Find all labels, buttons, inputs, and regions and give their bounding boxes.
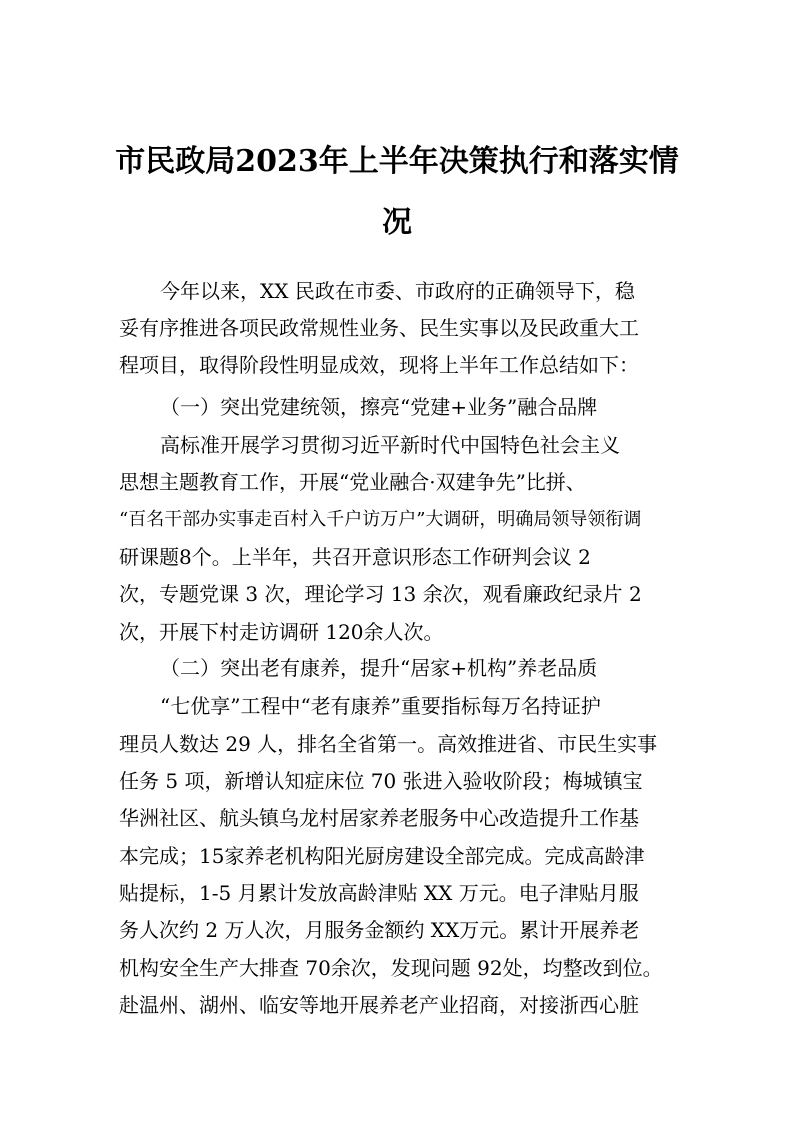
paragraph-line: 思想主题教育工作，开展“党业融合·双建争先”比拼、: [119, 470, 586, 494]
paragraph-line: 赴温州、湖州、临安等地开展养老产业招商，对接浙西心脏: [119, 993, 639, 1017]
paragraph-line: “百名干部办实事走百村入千户访万户”大调研，明确局领导领衔调: [119, 509, 642, 530]
paragraph-line: 务人次约 2 万人次，月服务金额约 XX万元。累计开展养老: [119, 918, 640, 942]
paragraph-line: 机构安全生产大排查 70余次，发现问题 92处，均整改到位。: [119, 956, 663, 980]
paragraph-line: 妥有序推进各项民政常规性业务、民生实事以及民政重大工: [119, 316, 639, 340]
section-heading-2: （二）突出老有康养，提升“居家+机构”养老品质: [160, 656, 598, 680]
paragraph-line: 次，开展下村走访调研 120余人次。: [119, 620, 444, 644]
paragraph-line: “七优享”工程中“老有康养”重要指标每万名持证护: [160, 694, 601, 718]
paragraph-line: 高标准开展学习贯彻习近平新时代中国特色社会主义: [160, 433, 620, 457]
document-title-line-2: 况: [382, 205, 412, 240]
paragraph-line: 华洲社区、航头镇乌龙村居家养老服务中心改造提升工作基: [119, 806, 639, 830]
paragraph-line: 贴提标，1-5 月累计发放高龄津贴 XX 万元。电子津贴月服: [119, 881, 639, 905]
section-heading-1: （一）突出党建统领，擦亮“党建+业务”融合品牌: [160, 395, 598, 419]
paragraph-line: 今年以来，XX 民政在市委、市政府的正确领导下，稳: [160, 279, 635, 303]
paragraph-line: 次，专题党课 3 次，理论学习 13 余次，观看廉政纪录片 2: [119, 582, 642, 606]
paragraph-line: 程项目，取得阶段性明显成效，现将上半年工作总结如下：: [119, 353, 639, 377]
paragraph-line: 研课题8个。上半年，共召开意识形态工作研判会议 2: [119, 545, 591, 569]
paragraph-line: 理员人数达 29 人，排名全省第一。高效推进省、市民生实事: [119, 732, 658, 756]
paragraph-line: 本完成；15家养老机构阳光厨房建设全部完成。完成高龄津: [119, 844, 645, 868]
document-title-line-1: 市民政局2023年上半年决策执行和落实情: [115, 144, 679, 179]
paragraph-line: 任务 5 项，新增认知症床位 70 张进入验收阶段；梅城镇宝: [119, 769, 643, 793]
